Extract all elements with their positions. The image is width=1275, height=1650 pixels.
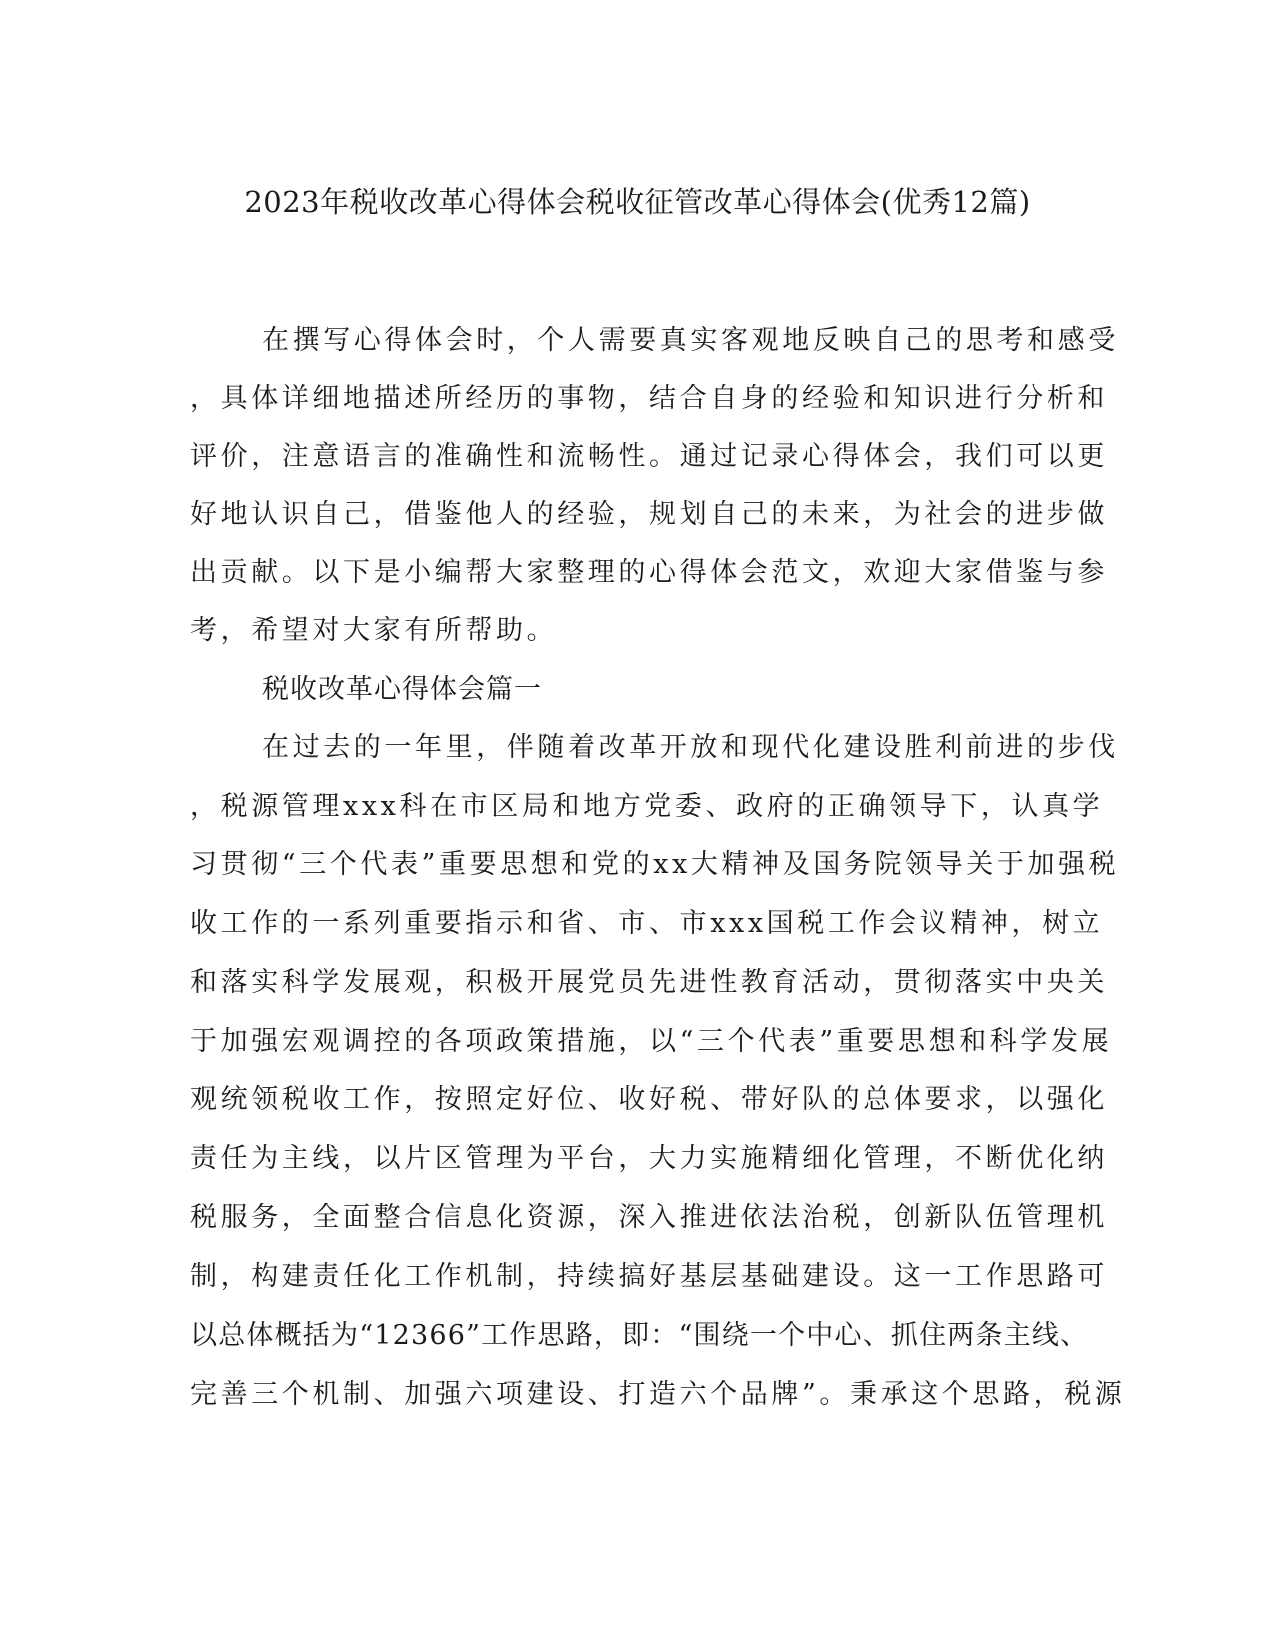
section-heading: 税收改革心得体会篇一 — [262, 674, 542, 705]
body-line-7: 观统领税收工作，按照定好位、收好税、带好队的总体要求，以强化 — [190, 1084, 1108, 1115]
body-line-12: 完善三个机制、加强六项建设、打造六个品牌”。秉承这个思路，税源 — [190, 1379, 1126, 1410]
body-line-8: 责任为主线，以片区管理为平台，大力实施精细化管理，不断优化纳 — [190, 1143, 1108, 1174]
intro-line-1: 在撰写心得体会时，个人需要真实客观地反映自己的思考和感受 — [262, 325, 1119, 356]
body-line-3: 习贯彻“三个代表”重要思想和党的xx大精神及国务院领导关于加强税 — [190, 849, 1120, 880]
body-line-5: 和落实科学发展观，积极开展党员先进性教育活动，贯彻落实中央关 — [190, 967, 1108, 998]
body-line-1: 在过去的一年里，伴随着改革开放和现代化建设胜利前进的步伐 — [262, 732, 1119, 763]
body-line-9: 税服务，全面整合信息化资源，深入推进依法治税，创新队伍管理机 — [190, 1202, 1108, 1233]
intro-line-6: 考，希望对大家有所帮助。 — [190, 615, 558, 646]
intro-line-3: 评价，注意语言的准确性和流畅性。通过记录心得体会，我们可以更 — [190, 441, 1108, 472]
intro-line-5: 出贡献。以下是小编帮大家整理的心得体会范文，欢迎大家借鉴与参 — [190, 557, 1108, 588]
body-line-4: 收工作的一系列重要指示和省、市、市xxx国税工作会议精神，树立 — [190, 908, 1104, 939]
intro-line-2: ，具体详细地描述所经历的事物，结合自身的经验和知识进行分析和 — [190, 383, 1108, 414]
document-title: 2023年税收改革心得体会税收征管改革心得体会(优秀12篇) — [244, 185, 1031, 219]
body-line-2: ，税源管理xxx科在市区局和地方党委、政府的正确领导下，认真学 — [190, 791, 1104, 822]
body-line-11: 以总体概括为“12366”工作思路，即：“围绕一个中心、抓住两条主线、 — [190, 1320, 1089, 1351]
body-line-10: 制，构建责任化工作机制，持续搞好基层基础建设。这一工作思路可 — [190, 1261, 1108, 1292]
body-line-6: 于加强宏观调控的各项政策措施，以“三个代表”重要思想和科学发展 — [190, 1026, 1113, 1057]
intro-line-4: 好地认识自己，借鉴他人的经验，规划自己的未来，为社会的进步做 — [190, 499, 1108, 530]
